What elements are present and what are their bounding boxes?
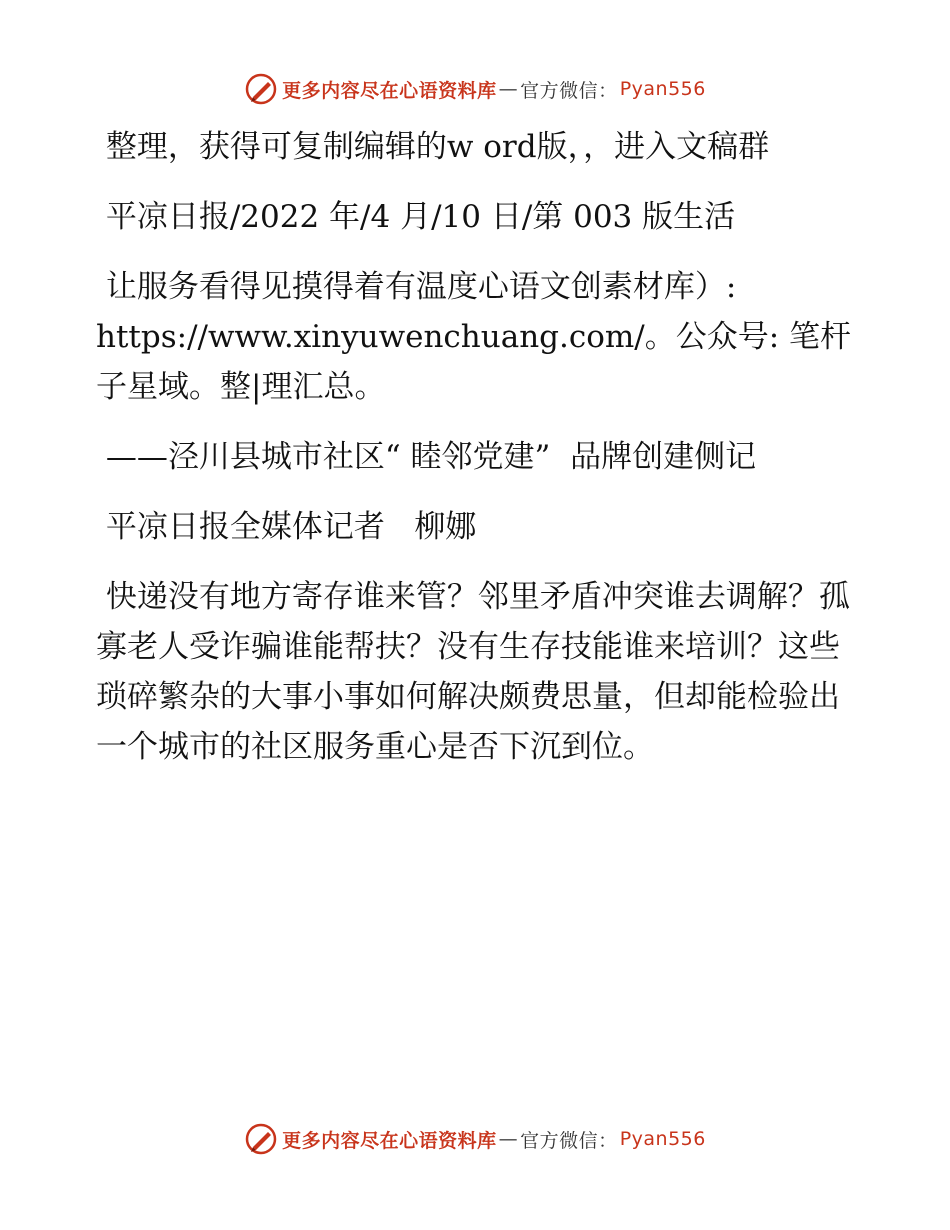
document-body bbox=[96, 122, 856, 792]
footer-banner bbox=[0, 1122, 950, 1156]
paragraph-4: ——泾川县城市社区“ 睦邻党建” 品牌创建侧记 bbox=[96, 439, 757, 475]
paragraph-6: 快递没有地方寄存谁来管？邻里矛盾冲突谁去调解？孤寡老人受诈骗谁能帮扶？没有生存技能谁来培训？这些琐碎繁杂的大事小事如何解决颇费思量，但却能检验出一个城市的社区服务重心是否下沉到位。 bbox=[96, 579, 850, 765]
footer-sub-text: 官方微信： bbox=[520, 1129, 618, 1152]
footer-wechat-id: Pyan556 bbox=[619, 1128, 706, 1150]
header-dash: — bbox=[498, 78, 519, 100]
header-main-text: 更多内容尽在心语资料库 bbox=[282, 79, 497, 102]
footer-main-text: 更多内容尽在心语资料库 bbox=[282, 1129, 497, 1152]
paragraph-5: 平凉日报全媒体记者 柳娜 bbox=[96, 509, 477, 545]
paragraph-2: 平凉日报/2022 年/4 月/10 日/第 003 版生活 bbox=[96, 199, 736, 235]
header-banner bbox=[0, 72, 950, 106]
pen-logo-icon bbox=[244, 1122, 278, 1156]
pen-logo-icon bbox=[244, 72, 278, 106]
paragraph-1: 整理，获得可复制编辑的w ord版，，进入文稿群 bbox=[96, 129, 770, 165]
footer-dash: — bbox=[498, 1128, 519, 1150]
header-sub-text: 官方微信： bbox=[520, 79, 618, 102]
header-wechat-id: Pyan556 bbox=[619, 78, 706, 100]
paragraph-3: 让服务看得见摸得着有温度心语文创素材库）: https://www.xinyuwenchuang.com/。公众号: 笔杆子星域。整|理汇总。 bbox=[96, 269, 852, 405]
